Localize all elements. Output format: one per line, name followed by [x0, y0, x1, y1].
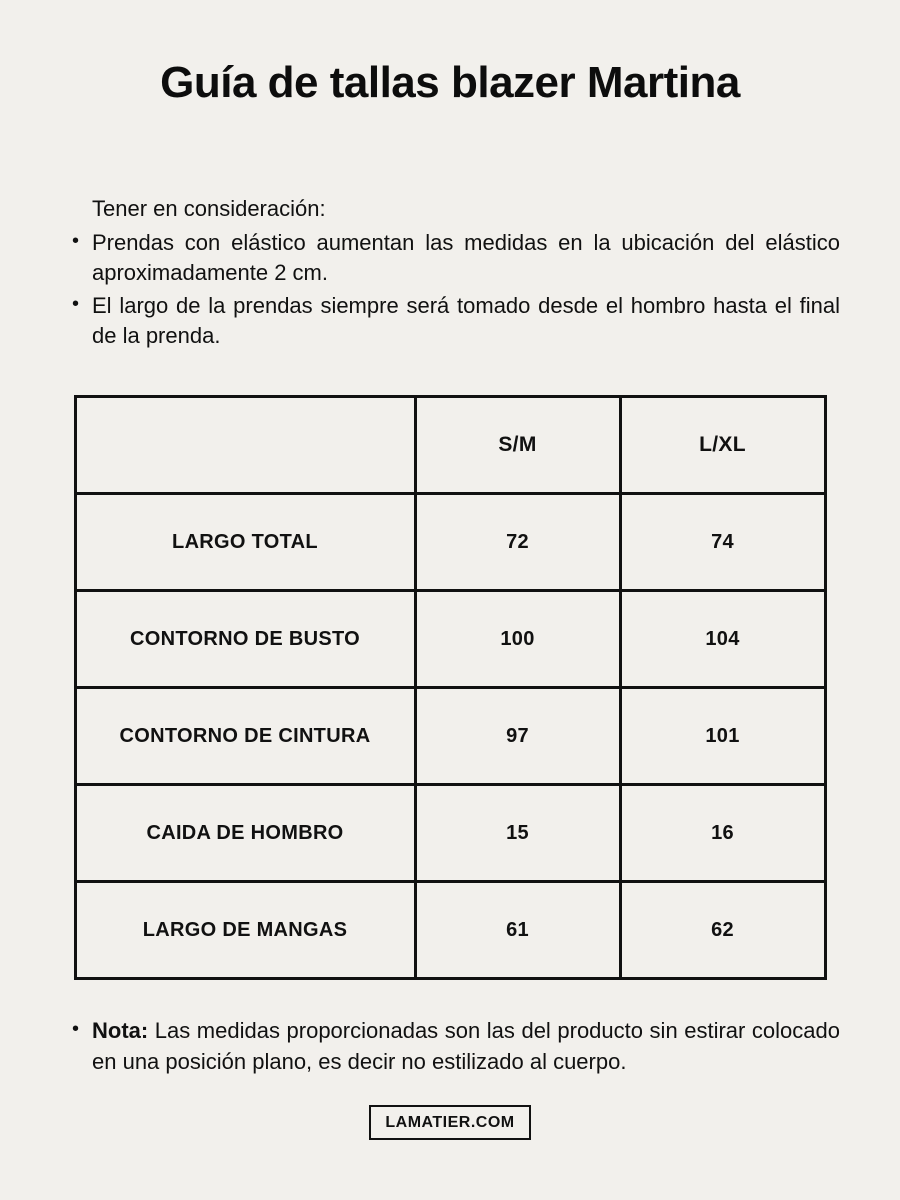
row-value-sm: 72 — [415, 494, 620, 591]
table-row — [75, 591, 825, 688]
brand-footer — [0, 1105, 900, 1140]
row-label: CONTORNO DE CINTURA — [75, 688, 415, 785]
table-header-lxl: L/XL — [620, 397, 825, 494]
considerations-list — [60, 228, 840, 351]
table-row — [75, 688, 825, 785]
table-row — [75, 882, 825, 979]
row-value-lxl: 74 — [620, 494, 825, 591]
table-header-blank — [75, 397, 415, 494]
list-item: • Prendas con elástico aumentan las medidas en la ubicación del elástico aproximadamente 2 cm. — [60, 228, 840, 289]
row-value-sm: 97 — [415, 688, 620, 785]
table-row — [75, 785, 825, 882]
footnote-label: Nota: — [92, 1018, 149, 1044]
table-header-row — [75, 397, 825, 494]
row-label: CONTORNO DE BUSTO — [75, 591, 415, 688]
row-label: LARGO TOTAL — [75, 494, 415, 591]
row-value-lxl: 104 — [620, 591, 825, 688]
page-title: Guía de tallas blazer Martina — [160, 58, 740, 107]
table-row — [75, 494, 825, 591]
row-label: CAIDA DE HOMBRO — [75, 785, 415, 882]
list-item: • El largo de la prendas siempre será tomado desde el hombro hasta el final de la prenda. — [60, 291, 840, 352]
considerations-intro: Tener en consideración: — [92, 196, 326, 221]
row-value-sm: 15 — [415, 785, 620, 882]
row-value-lxl: 16 — [620, 785, 825, 882]
row-value-lxl: 101 — [620, 688, 825, 785]
table-header-sm: S/M — [415, 397, 620, 494]
considerations-block — [60, 196, 840, 351]
brand-logo: LAMATIER.COM — [369, 1105, 530, 1140]
footnote — [60, 1016, 840, 1077]
row-value-sm: 100 — [415, 591, 620, 688]
row-label: LARGO DE MANGAS — [75, 882, 415, 979]
row-value-lxl: 62 — [620, 882, 825, 979]
footnote-text: Las medidas proporcionadas son las del producto sin estirar colocado en una posición plano, es decir no estilizado al cuerpo. — [92, 1018, 840, 1074]
row-value-sm: 61 — [415, 882, 620, 979]
size-measurements-table — [74, 395, 827, 980]
